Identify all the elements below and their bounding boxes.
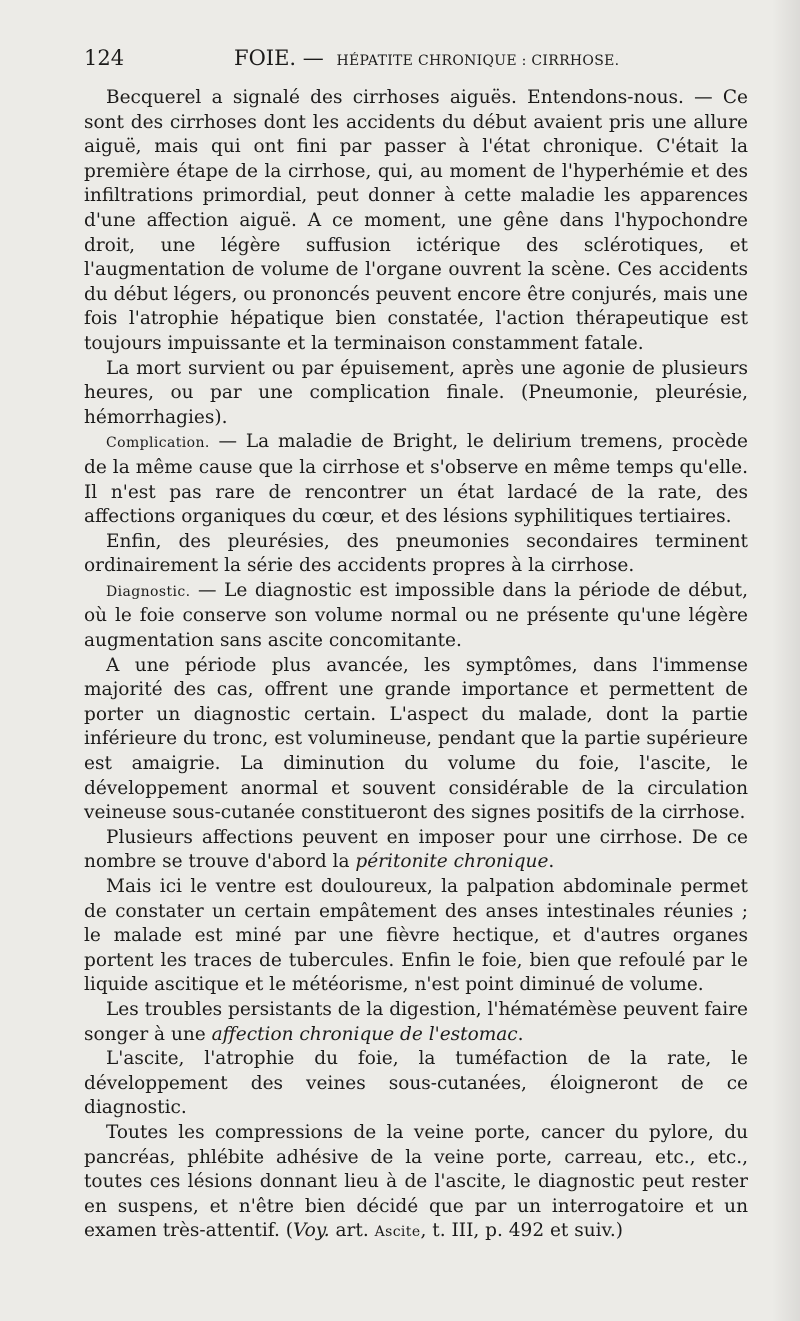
paragraph-ascite-atrophy: L'ascite, l'atrophie du foie, la tuméfaction de la rate, le développement des veines sous-cutanées, éloigneront de ce diagnostic. <box>84 1048 748 1119</box>
paragraph-secondary-accidents: Enfin, des pleurésies, des pneumonies secondaires terminent ordinairement la série des accidents propres à la cirrhose. <box>84 530 748 577</box>
paragraph-stomach-text: Les troubles persistants de la digestion, l'hématémèse peuvent faire songer à une <box>84 998 749 1045</box>
running-title-main: FOIE. <box>234 46 297 70</box>
reference-volume-page: , t. III, p. 492 et suiv.) <box>420 1220 623 1242</box>
paragraph-advanced-period: A une période plus avancée, les symptômes, dans l'immense majorité des cas, offrent une grande importance et permettent de porter un diagnostic certain. L'aspect du malade, dont la partie inférieure du tronc, est volumineuse, pendant que la partie supérieure est amaigrie. La diminution du volume du foie, l'ascite, le développement anormal et souvent considérable de la circulation veineuse sous-cutanée constitueront des signes positifs de la cirrhose. <box>84 654 748 824</box>
running-header <box>84 46 748 76</box>
section-heading-diagnostic: Diagnostic. <box>106 583 191 600</box>
paragraph-compressions-text: Toutes les compressions de la veine porte, cancer du pylore, du pancréas, phlébite adhésive de la veine porte, carreau, etc., etc., toutes ces lésions donnant lieu à de l'ascite, le diagnostic peut rester en suspens, et n'être bien décidé que par un interrogatoire et un examen très-attentif. ( <box>84 1121 748 1242</box>
paragraph-peritonitis: Mais ici le ventre est douloureux, la palpation abdominale permet de constater un certain empâtement des anses intestinales réunies ; le malade est miné par une fièvre hectique, et d'autres organes portent les traces de tubercules. Enfin le foie, bien que refoulé par le liquide ascitique et le météorisme, n'est point diminué de volume. <box>84 876 748 996</box>
term-peritonite-chronique: péritonite chronique <box>355 851 549 873</box>
section-heading-complication: Complication. <box>106 435 210 452</box>
running-title-subtitle: HÉPATITE CHRONIQUE : CIRRHOSE. <box>336 53 620 69</box>
running-title-dash: — <box>302 46 324 70</box>
reference-ascite: Ascite <box>374 1224 421 1241</box>
paragraph-differential-text: Plusieurs affections peuvent en imposer pour une cirrhose. De ce nombre se trouve d'abord la <box>84 826 748 873</box>
paragraph-differential-end: . <box>548 851 555 873</box>
body-text <box>84 86 748 1245</box>
paragraph-death: La mort survient ou par épuisement, après une agonie de plusieurs heures, ou par une complication finale. (Pneumonie, pleurésie, hémorrhagies). <box>84 357 748 428</box>
paragraph-complication-text: — La maladie de Bright, le delirium tremens, procède de la même cause que la cirrhose et s'observe en même temps qu'elle. Il n'est pas rare de rencontrer un état lardacé de la rate, des affections organiques du cœur, et des lésions syphilitiques tertiaires. <box>84 431 748 528</box>
paragraph-diagnostic <box>84 579 748 654</box>
page-edge-shadow <box>772 0 800 1321</box>
paragraph-stomach-end: . <box>517 1023 524 1045</box>
page-number: 124 <box>84 46 125 70</box>
paragraph-acute-cirrhosis: Becquerel a signalé des cirrhoses aiguës. Entendons-nous. — Ce sont des cirrhoses dont les accidents du début avaient pris une allure aiguë, mais qui ont fini par passer à l'état chronique. C'était la première étape de la cirrhose, qui, au moment de l'hyperhémie et des infiltrations primordial, peut donner à cette maladie les apparences d'une affection aiguë. A ce moment, une gêne dans l'hypochondre droit, une légère suffusion ictérique des sclérotiques, et l'augmentation de volume de l'organe ouvrent la scène. Ces accidents du début légers, ou prononcés peuvent encore être conjurés, mais une fois l'atrophie hépatique bien constatée, l'action thérapeutique est toujours impuissante et la terminaison constamment fatale. <box>84 87 748 354</box>
term-affection-estomac: affection chronique de l'estomac <box>211 1023 518 1045</box>
reference-art: art. <box>329 1220 375 1242</box>
paragraph-compressions <box>84 1121 748 1245</box>
paragraph-stomach <box>84 998 748 1047</box>
running-title <box>234 46 619 70</box>
paragraph-differential <box>84 826 748 875</box>
paragraph-diagnostic-text: — Le diagnostic est impossible dans la période de début, où le foie conserve son volume normal ou ne présente qu'une légère augmentation sans ascite concomitante. <box>84 579 748 652</box>
paragraph-complication <box>84 430 748 529</box>
reference-voy: Voy. <box>292 1220 330 1242</box>
